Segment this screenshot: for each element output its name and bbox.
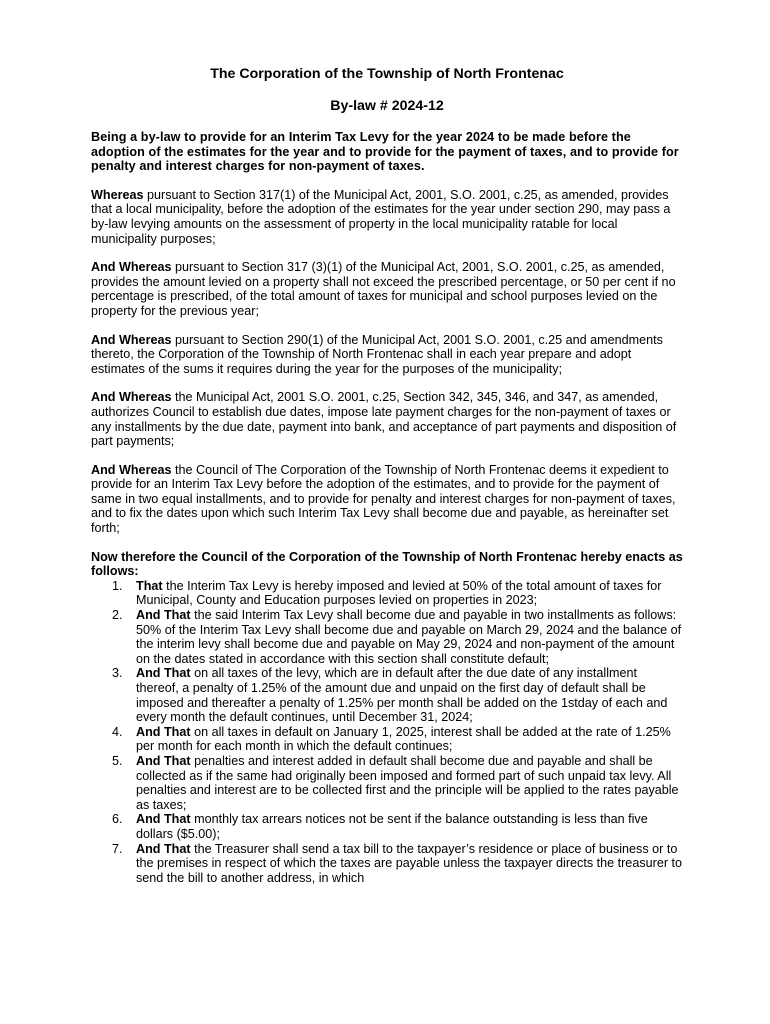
document-title: The Corporation of the Township of North Frontenac — [210, 66, 564, 82]
recital-lead: And Whereas — [91, 332, 172, 347]
document-page — [91, 66, 683, 885]
item-lead: And That — [136, 812, 191, 827]
recital-text: pursuant to Section 317 (3)(1) of the Municipal Act, 2001, S.O. 2001, c.25, as amended, provides the amount levied on a property shall not exceed the prescribed percentage, or 50 per cent if no percentage is prescribed, of the total amount of taxes for municipal and school purposes levied on the property for the previous year; — [91, 260, 676, 318]
item-lead: And That — [136, 666, 191, 681]
item-lead: And That — [136, 753, 191, 768]
recital-lead: And Whereas — [91, 390, 172, 405]
list-item — [91, 842, 683, 886]
recital-text: pursuant to Section 317(1) of the Municipal Act, 2001, S.O. 2001, c.25, as amended, provides that a local municipality, before the adoption of the estimates for the year under section 290, may pass a by-law levying amounts on the assessment of property in the local municipality ratable for local municipality purposes; — [91, 187, 671, 246]
enacting-clause: Now therefore the Council of the Corporation of the Township of North Frontenac hereby enacts as follows: — [91, 549, 683, 579]
item-text: on all taxes in default on January 1, 2025, interest shall be added at the rate of 1.25% per month for each month in which the default continues; — [136, 724, 671, 754]
list-item — [91, 725, 683, 754]
recital-text: the Municipal Act, 2001 S.O. 2001, c.25, Section 342, 345, 346, and 347, as amended, authorizes Council to establish due dates, impose late payment charges for the non-payment of taxes or any installments by the due date, payment into bank, and acceptance of part payments and disposition of part payments; — [91, 390, 677, 449]
item-number: 7. — [112, 841, 123, 856]
item-text: the said Interim Tax Levy shall become due and payable in two installments as follows: 50% of the Interim Tax Levy shall become due and payable on March 29, 2024 and the balance of the interim levy shall become due and payable on May 29, 2024 and non-payment of the amount on the dates stated in accordance with this section shall constitute default; — [136, 608, 682, 666]
recital-text: pursuant to Section 290(1) of the Municipal Act, 2001 S.O. 2001, c.25 and amendments thereto, the Corporation of the Township of North Frontenac shall in each year prepare and adopt estimates of the sums it requires during the year for the purposes of the municipality; — [91, 332, 663, 376]
item-text: monthly tax arrears notices not be sent if the balance outstanding is less than five dollars ($5.00); — [136, 812, 648, 841]
item-lead: And That — [136, 841, 191, 856]
item-text: the Treasurer shall send a tax bill to the taxpayer’s residence or place of business or to the premises in respect of which the taxes are payable unless the taxpayer directs the treasurer to send the bill to another address, in which — [136, 841, 683, 885]
recital-1 — [91, 188, 683, 246]
list-item — [91, 608, 683, 666]
list-item — [91, 754, 683, 812]
item-text: penalties and interest added in default shall become due and payable and shall be collected as if the same had originally been imposed and formed part of such unpaid tax levy. All penalties and interest are to be collected first and the principle will be applied to the rates payable as taxes; — [136, 753, 679, 812]
item-lead: And That — [136, 608, 191, 623]
list-item — [91, 579, 683, 608]
recital-lead: And Whereas — [91, 462, 172, 477]
enactment-list — [91, 579, 683, 885]
recital-lead: And Whereas — [91, 260, 172, 275]
item-number: 3. — [112, 666, 123, 681]
bylaw-number: By-law # 2024-12 — [330, 98, 444, 114]
list-item — [91, 812, 683, 841]
list-item — [91, 666, 683, 724]
item-text: on all taxes of the levy, which are in default after the due date of any installment thereof, a penalty of 1.25% of the amount due and unpaid on the first day of default shall be imposed and thereafter a penalty of 1.25% per month shall be added on the 1stday of each and every month the default continues, until December 31, 2024; — [136, 666, 668, 725]
item-number: 1. — [112, 578, 123, 593]
bylaw-purpose: Being a by-law to provide for an Interim Tax Levy for the year 2024 to be made before the adoption of the estimates for the year and to provide for the payment of taxes, and to provide for penalty and interest charges for non-payment of taxes. — [91, 130, 679, 174]
recital-5 — [91, 463, 683, 536]
item-lead: And That — [136, 724, 191, 739]
item-text: the Interim Tax Levy is hereby imposed and levied at 50% of the total amount of taxes for Municipal, County and Education purposes levied on properties in 2023; — [136, 578, 662, 608]
item-number: 2. — [112, 608, 123, 623]
recital-4 — [91, 390, 683, 448]
recital-text: the Council of The Corporation of the Township of North Frontenac deems it expedient to provide for an Interim Tax Levy before the adoption of the estimates, and to provide for the payment of same in two equal installments, and to provide for penalty and interest charges for non-payment of taxes, and to fix the dates upon which such Interim Tax Levy shall become due and payable, as hereinafter set forth; — [91, 462, 676, 536]
recital-3 — [91, 333, 683, 377]
recital-lead: Whereas — [91, 187, 144, 202]
item-number: 6. — [112, 812, 123, 827]
item-lead: That — [136, 578, 163, 593]
item-number: 4. — [112, 724, 123, 739]
item-number: 5. — [112, 753, 123, 768]
recital-2 — [91, 260, 683, 318]
